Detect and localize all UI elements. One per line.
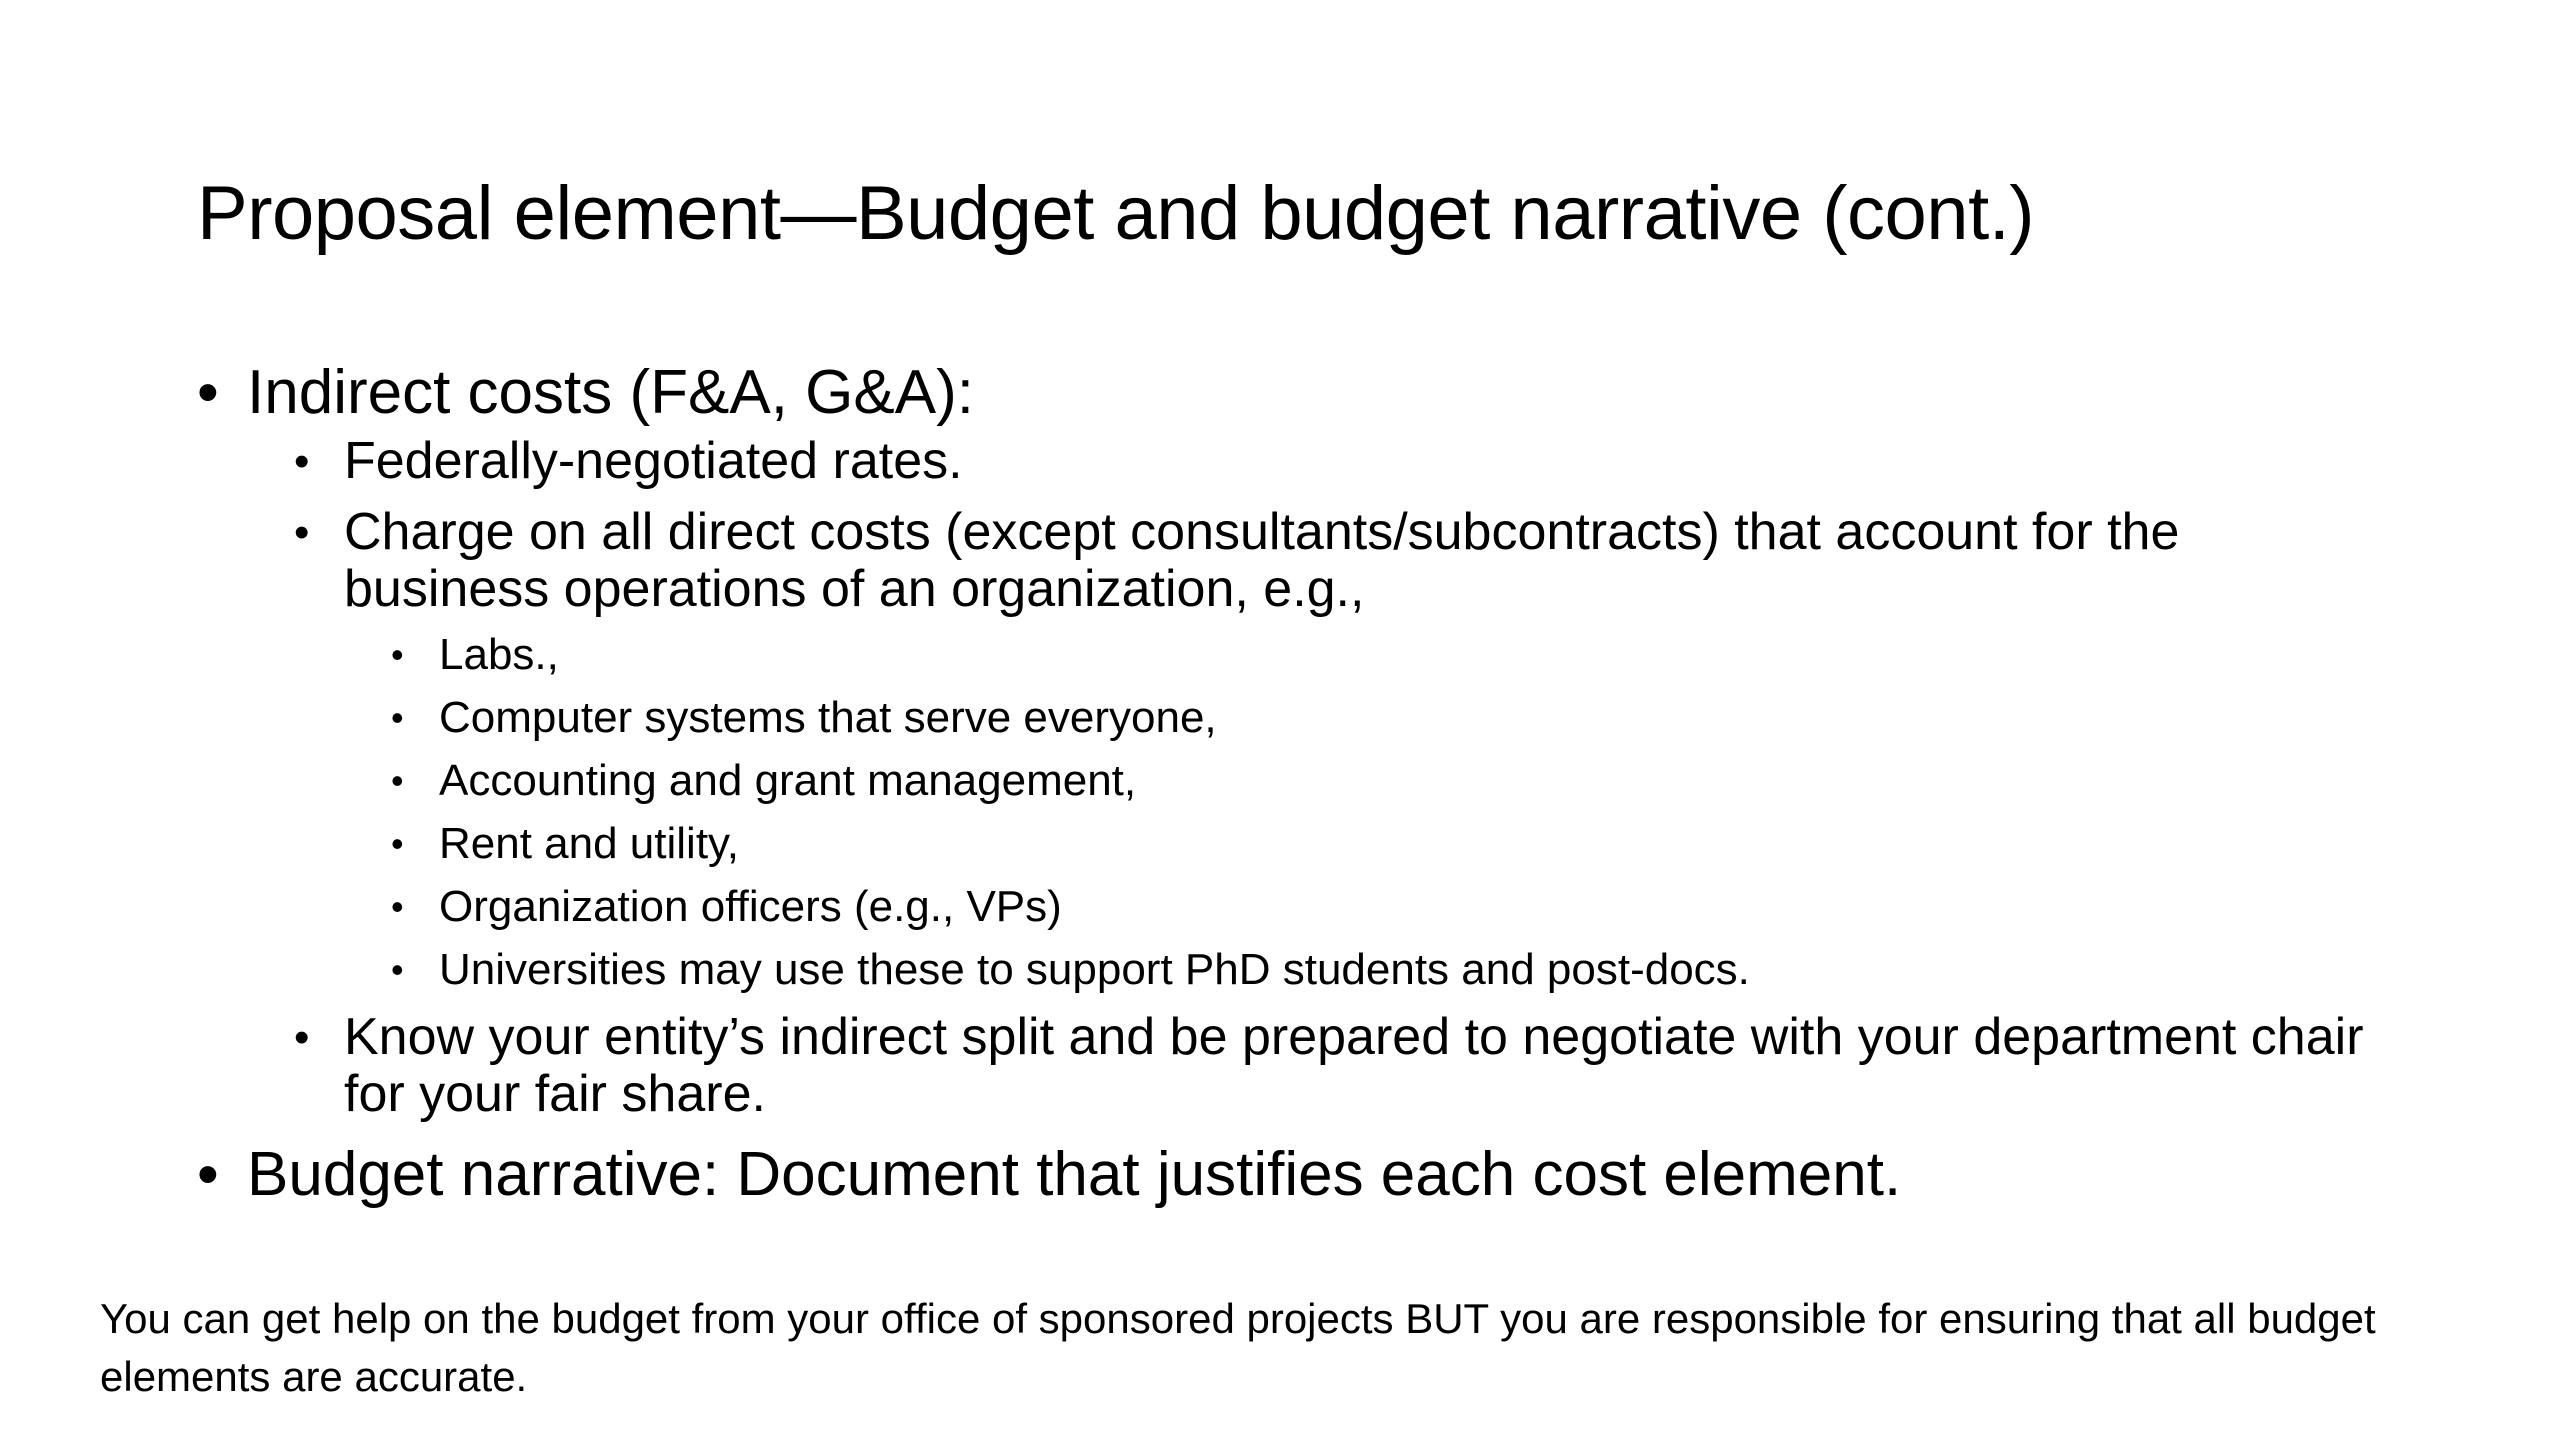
sub-bullet-text: Federally-negotiated rates. [344, 432, 963, 490]
sub-sub-bullet-computer-systems [391, 693, 2377, 743]
bullet-dot-icon: • [391, 886, 404, 927]
sub-sub-bullet-officers [391, 882, 2377, 932]
bullet-budget-narrative [197, 1137, 2377, 1213]
bullet-dot-icon: • [294, 437, 310, 486]
bullet-dot-icon: • [391, 760, 404, 801]
sub-sub-bullet-universities [391, 945, 2377, 995]
footer-note: You can get help on the budget from your office of sponsored projects BUT you are responsible for ensuring that all budget elements are accurate. [100, 1295, 2376, 1400]
bullet-dot-icon: • [391, 697, 404, 738]
bullet-dot-icon: • [294, 508, 310, 557]
sub-bullet-charge-direct-costs [294, 504, 2377, 995]
sub-sub-bullet-text: Labs., [439, 630, 559, 679]
bullet-dot-icon: • [294, 1013, 310, 1062]
bullet-indirect-costs [197, 355, 2377, 1123]
bullet-dot-icon: • [197, 358, 219, 427]
sub-sub-bullet-rent [391, 819, 2377, 869]
slide-content [197, 355, 2377, 1213]
bullet-dot-icon: • [391, 949, 404, 990]
bullet-text: Indirect costs (F&A, G&A): [247, 358, 974, 427]
sub-bullet-indirect-split [294, 1009, 2377, 1123]
bullet-text: Budget narrative: Document that justifies each cost element. [247, 1140, 1902, 1209]
bullet-list [197, 355, 2377, 1213]
slide-title: Proposal element—Budget and budget narrative (cont.) [197, 171, 2035, 256]
sub-sub-bullet-labs [391, 630, 2377, 680]
bullet-dot-icon: • [391, 634, 404, 675]
sub-bullet-federal-rates [294, 433, 2377, 490]
bullet-dot-icon: • [391, 823, 404, 864]
sub-sub-bullet-text: Rent and utility, [439, 819, 740, 868]
sub-sub-bullet-text: Computer systems that serve everyone, [439, 693, 1217, 742]
sub-sub-bullet-accounting [391, 756, 2377, 806]
sub-bullet-list [294, 433, 2377, 1123]
sub-bullet-text: Know your entity’s indirect split and be prepared to negotiate with your department chair for your fair share. [344, 1008, 2364, 1123]
sub-sub-bullet-text: Accounting and grant management, [439, 756, 1137, 805]
sub-sub-bullet-text: Organization officers (e.g., VPs) [439, 882, 1062, 931]
bullet-dot-icon: • [197, 1140, 219, 1209]
sub-sub-bullet-list [391, 630, 2377, 995]
sub-sub-bullet-text: Universities may use these to support PhD students and post-docs. [439, 945, 1750, 994]
sub-bullet-text: Charge on all direct costs (except consultants/subcontracts) that account for the business operations of an organization, e.g., [344, 503, 2180, 618]
